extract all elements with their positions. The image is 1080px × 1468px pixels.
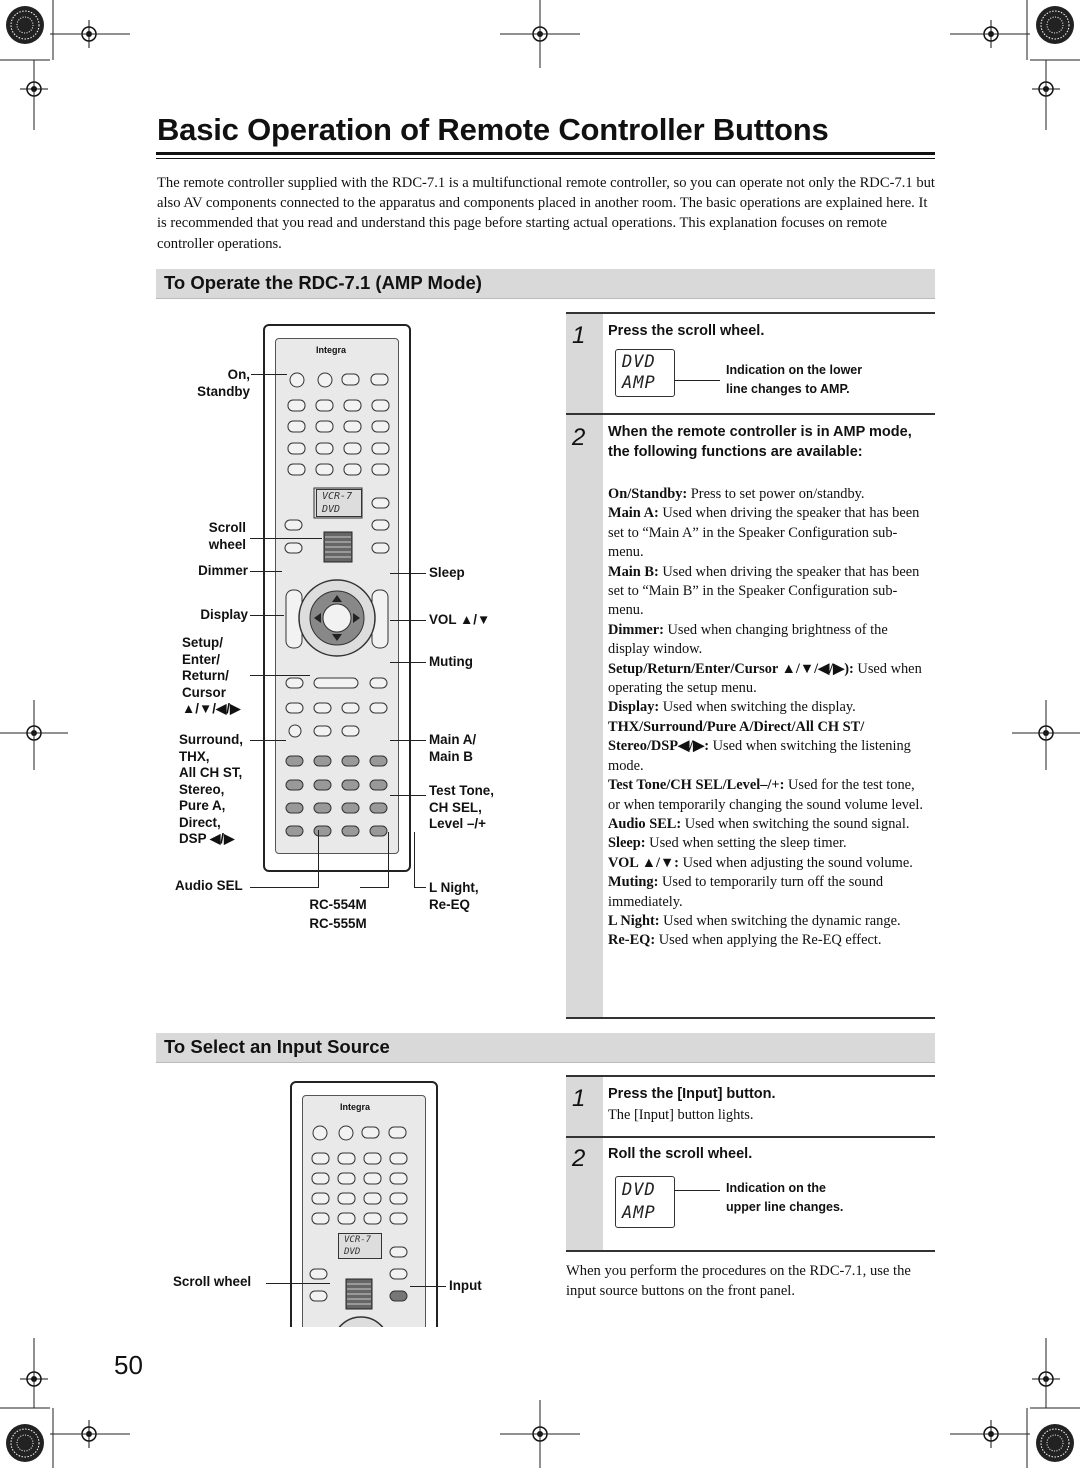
label-lnight-reeq: L Night, Re-EQ	[429, 880, 479, 912]
function-item	[608, 698, 930, 717]
function-item	[608, 815, 930, 834]
step-number: 2	[572, 1145, 586, 1172]
leader-line	[250, 887, 318, 888]
function-desc: Used when adjusting the sound volume.	[678, 854, 913, 871]
remote-buttons-graphic	[306, 1113, 426, 1327]
function-term: Setup/Return/Enter/Cursor ▲/▼/◀/▶):	[608, 660, 854, 677]
display-indicator	[615, 349, 675, 397]
label-listening-modes: Surround, THX, All CH ST, Stereo, Pure A, Direct, DSP ◀/▶	[179, 732, 243, 846]
label-audio-sel: Audio SEL	[175, 878, 243, 893]
lcd-lower-line: AMP	[622, 373, 656, 393]
leader-line	[251, 374, 287, 375]
leader-line	[674, 1190, 720, 1191]
leader-line	[390, 795, 426, 796]
function-item	[608, 660, 930, 699]
section-title: To Select an Input Source	[164, 1036, 390, 1057]
label-scroll-wheel: Scroll wheel	[208, 520, 246, 552]
function-desc: Used when driving the speaker that has been set to “Main B” in the Speaker Configuration sub-menu.	[608, 563, 920, 619]
step-heading: When the remote controller is in AMP mode, the following functions are available:	[608, 424, 912, 460]
step-heading: Roll the scroll wheel.	[608, 1146, 753, 1162]
page-number: 50	[114, 1350, 143, 1380]
function-item	[608, 776, 930, 815]
section-header-input-source	[156, 1033, 935, 1063]
function-item	[608, 485, 930, 504]
function-item	[608, 504, 930, 562]
function-desc: Used when switching the sound signal.	[681, 815, 910, 832]
leader-line	[414, 832, 415, 888]
function-item	[608, 834, 930, 853]
function-term: On/Standby:	[608, 486, 688, 502]
remote-mini-lcd	[316, 489, 362, 517]
function-item	[608, 912, 930, 931]
label-test-tone: Test Tone, CH SEL, Level –/+	[429, 783, 494, 831]
remote-brand-logo: Integra	[316, 345, 347, 355]
step-body: The [Input] button lights.	[608, 1107, 754, 1123]
remote-mini-lcd	[338, 1233, 382, 1259]
function-term: Re-EQ:	[608, 932, 656, 949]
label-setup-cursor: Setup/ Enter/ Return/ Cursor ▲/▼/◀/▶	[182, 635, 241, 716]
function-term: Main B:	[608, 563, 659, 580]
amp-mode-steps	[566, 312, 935, 1019]
note-line: Indication on the	[726, 1181, 826, 1195]
label-scroll-wheel: Scroll wheel	[173, 1274, 252, 1289]
step-number: 1	[572, 322, 586, 349]
page-title: Basic Operation of Remote Controller Buttons	[157, 112, 829, 147]
lcd-upper-line: DVD	[622, 1180, 656, 1200]
leader-line	[388, 832, 389, 888]
footnote: When you perform the procedures on the RDC-7.1, use the input source buttons on the front panel.	[566, 1263, 911, 1299]
step1-note	[726, 361, 862, 399]
function-term: Muting:	[608, 874, 659, 891]
leader-line	[390, 740, 426, 741]
function-term: Audio SEL:	[608, 815, 682, 832]
label-display: Display	[200, 607, 248, 622]
step-divider	[566, 1136, 935, 1138]
label-on-standby: On, Standby	[197, 367, 250, 399]
function-item	[608, 931, 930, 950]
leader-line	[410, 1286, 446, 1287]
remote-brand-logo: Integra	[340, 1102, 371, 1112]
step2-note	[726, 1179, 843, 1217]
function-term: VOL ▲/▼:	[608, 854, 679, 871]
step-heading: Press the [Input] button.	[608, 1086, 776, 1102]
input-source-steps	[566, 1075, 935, 1252]
function-desc: Used when switching the listening mode.	[608, 738, 911, 774]
step-number-column	[566, 314, 603, 1017]
function-desc: Used when operating the setup menu.	[608, 660, 922, 697]
function-item	[608, 718, 930, 776]
leader-line	[318, 830, 319, 888]
function-desc: Used when switching the display.	[659, 699, 856, 716]
function-desc: Used when switching the dynamic range.	[659, 912, 901, 929]
function-term: Dimmer:	[608, 621, 664, 638]
remote-model-numbers: RC-554M RC-555M	[309, 897, 367, 931]
function-term: Test Tone/CH SEL/Level–/+:	[608, 777, 785, 794]
display-indicator	[615, 1176, 675, 1228]
leader-line	[250, 675, 310, 676]
title-rule	[156, 152, 935, 155]
leader-line	[674, 380, 720, 381]
step-number: 2	[572, 424, 586, 451]
function-desc: Used when changing brightness of the display window.	[608, 621, 888, 658]
title-rule-thin	[156, 158, 935, 159]
function-term: Main A:	[608, 505, 659, 522]
function-desc: Used when applying the Re-EQ effect.	[655, 932, 882, 949]
remote-buttons-graphic	[280, 360, 400, 840]
function-list	[608, 485, 930, 951]
function-item	[608, 873, 930, 912]
label-input: Input	[449, 1278, 482, 1293]
step-heading: Press the scroll wheel.	[608, 323, 765, 339]
leader-line	[390, 662, 426, 663]
step-number: 1	[572, 1085, 586, 1112]
label-vol: VOL ▲/▼	[429, 612, 491, 627]
remote-lcd-top: VCR-7	[322, 491, 353, 502]
function-term: L Night:	[608, 912, 660, 929]
remote-body-crop	[290, 1081, 438, 1327]
lcd-lower-line: AMP	[622, 1203, 656, 1223]
leader-line	[250, 538, 322, 539]
label-sleep: Sleep	[429, 565, 465, 580]
leader-line	[250, 740, 286, 741]
leader-line	[390, 573, 426, 574]
function-desc: Used to temporarily turn off the sound immediately.	[608, 874, 884, 910]
function-item	[608, 621, 930, 660]
leader-line	[250, 571, 282, 572]
function-term: Sleep:	[608, 835, 646, 852]
note-line: Indication on the lower	[726, 363, 863, 377]
lcd-upper-line: DVD	[622, 352, 656, 372]
remote-lcd-bottom: DVD	[344, 1247, 361, 1257]
remote-lcd-bottom: DVD	[322, 504, 341, 515]
label-muting: Muting	[429, 654, 473, 669]
step-divider	[566, 413, 935, 415]
label-dimmer: Dimmer	[198, 563, 248, 578]
function-desc: Used for the test tone, or when temporarily changing the sound volume level.	[608, 777, 923, 813]
leader-line	[360, 887, 388, 888]
leader-line	[250, 615, 284, 616]
intro-paragraph: The remote controller supplied with the RDC-7.1 is a multifunctional remote controller, so you can operate not only the RDC-7.1 but also AV components connected to the apparatus and components placed in another room. The basic operations are explained here. It is recommended that you read and understand this page before starting actual operations. This explanation focuses on remote controller operations.	[157, 175, 935, 252]
section-header-amp-mode	[156, 269, 935, 299]
leader-line	[390, 620, 426, 621]
function-term: THX/Surround/Pure A/Direct/All CH ST/ Stereo/DSP◀/▶:	[608, 718, 865, 755]
function-item	[608, 563, 930, 621]
function-desc: Press to set power on/standby.	[687, 486, 865, 502]
section-title: To Operate the RDC-7.1 (AMP Mode)	[164, 272, 482, 293]
note-line: upper line changes.	[726, 1200, 844, 1214]
leader-line	[266, 1283, 330, 1284]
label-main-ab: Main A/ Main B	[429, 732, 477, 764]
function-item	[608, 854, 930, 873]
function-desc: Used when setting the sleep timer.	[645, 835, 847, 852]
remote-lcd-top: VCR-7	[344, 1235, 372, 1245]
leader-line	[414, 887, 426, 888]
note-line: line changes to AMP.	[726, 382, 850, 396]
function-desc: Used when driving the speaker that has been set to “Main A” in the Speaker Configuration sub-menu.	[608, 505, 920, 561]
function-term: Display:	[608, 699, 660, 716]
